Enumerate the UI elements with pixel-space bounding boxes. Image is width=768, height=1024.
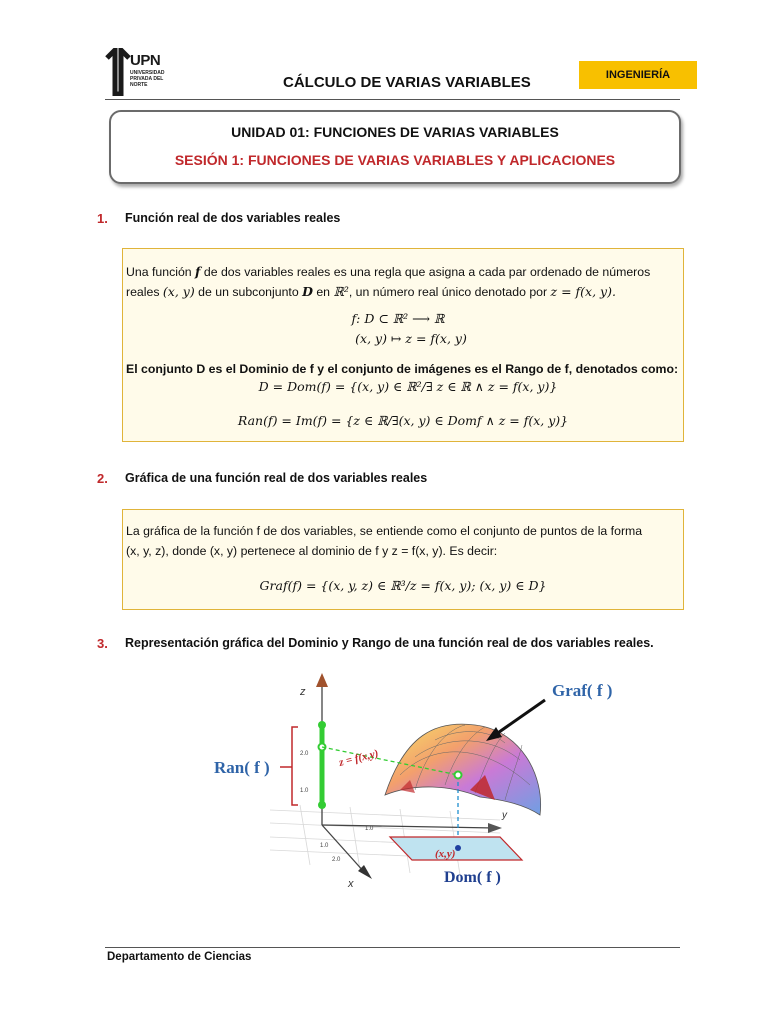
- range-bottom-point: [318, 801, 326, 809]
- z-arrow-icon: [316, 673, 328, 687]
- logo-text: UPN: [130, 52, 161, 69]
- axis-x-label: x: [348, 878, 354, 890]
- mapping-line-1: f: D ⊂ ℝ² ⟶ ℝ: [351, 311, 445, 326]
- definition-box: [122, 248, 684, 442]
- axis-y-label: y: [502, 810, 507, 821]
- tick-x-2: 2.0: [332, 857, 341, 863]
- def-line-1: Una función f de dos variables reales es una regla que asigna a cada par ordenado de números: [126, 264, 651, 279]
- domain-formula: D = Dom(f) = {(x, y) ∈ ℝ²/∃ z ∈ ℝ ∧ z = f(x, y)}: [258, 379, 558, 394]
- section-3-number: 3.: [97, 636, 108, 651]
- tick-y-1: 1.0: [365, 826, 374, 832]
- tick-z-1: 1.0: [300, 788, 309, 794]
- dom-label: Dom( f ): [444, 869, 501, 886]
- mapping-line-2: (x, y) ↦ z = f(x, y): [355, 331, 467, 346]
- section-1-number: 1.: [97, 211, 108, 226]
- domain-point: [455, 845, 461, 851]
- graph-def-line-1: La gráfica de la función f de dos variables, se entiende como el conjunto de puntos de la forma: [126, 524, 643, 538]
- section-3-title: Representación gráfica del Dominio y Rango de una función real de dos variables reales.: [125, 636, 654, 650]
- ran-label: Ran( f ): [214, 758, 270, 777]
- z-equals-label: z = f(x,y): [337, 747, 380, 769]
- point-xy-label: (x,y): [435, 848, 456, 860]
- graf-arrow: [492, 700, 545, 737]
- axis-z-label: z: [300, 686, 306, 698]
- domain-range-figure: [200, 665, 640, 895]
- domain-range-intro: El conjunto D es el Dominio de f y el conjunto de imágenes es el Rango de f, denotados como:: [126, 362, 679, 376]
- session-title: SESIÓN 1: FUNCIONES DE VARIAS VARIABLES Y APLICACIONES: [174, 152, 616, 168]
- graph-def-line-2: (x, y, z), donde (x, y) pertenece al dominio de f y z = f(x, y). Es decir:: [126, 544, 498, 558]
- surface-point: [455, 772, 462, 779]
- unit-title: UNIDAD 01: FUNCIONES DE VARIAS VARIABLES: [231, 124, 559, 140]
- section-2-title: Gráfica de una función real de dos variables reales: [125, 471, 428, 485]
- tick-z-2: 2.0: [300, 751, 309, 757]
- section-2-number: 2.: [97, 471, 108, 486]
- tick-x-1: 1.0: [320, 843, 329, 849]
- graph-definition-box: [122, 509, 684, 610]
- header-divider: [105, 99, 680, 100]
- surface-graph: [385, 724, 541, 815]
- course-title: CÁLCULO DE VARIAS VARIABLES: [283, 74, 531, 91]
- range-bracket: [292, 727, 298, 805]
- logo-subtext: UNIVERSIDAD PRIVADA DEL NORTE: [130, 70, 165, 88]
- y-arrow-icon: [488, 823, 502, 833]
- def-line-2: reales (x, y) de un subconjunto D en ℝ², un número real único denotado por z = f(x, y).: [126, 284, 616, 299]
- graf-label: Graf( f ): [552, 681, 613, 700]
- footer-divider: [105, 947, 680, 948]
- footer-text: Departamento de Ciencias: [107, 951, 252, 963]
- range-top-point: [318, 721, 326, 729]
- section-1-title: Función real de dos variables reales: [125, 211, 341, 225]
- unit-box: [109, 110, 681, 184]
- range-formula: Ran(f) = Im(f) = {z ∈ ℝ/∃(x, y) ∈ Domf ∧ z = f(x, y)}: [237, 413, 569, 428]
- x-axis: [322, 825, 365, 873]
- graph-formula: Graf(f) = {(x, y, z) ∈ ℝ³/z = f(x, y); (x, y) ∈ D}: [259, 578, 547, 593]
- area-badge: INGENIERÍA: [579, 61, 697, 89]
